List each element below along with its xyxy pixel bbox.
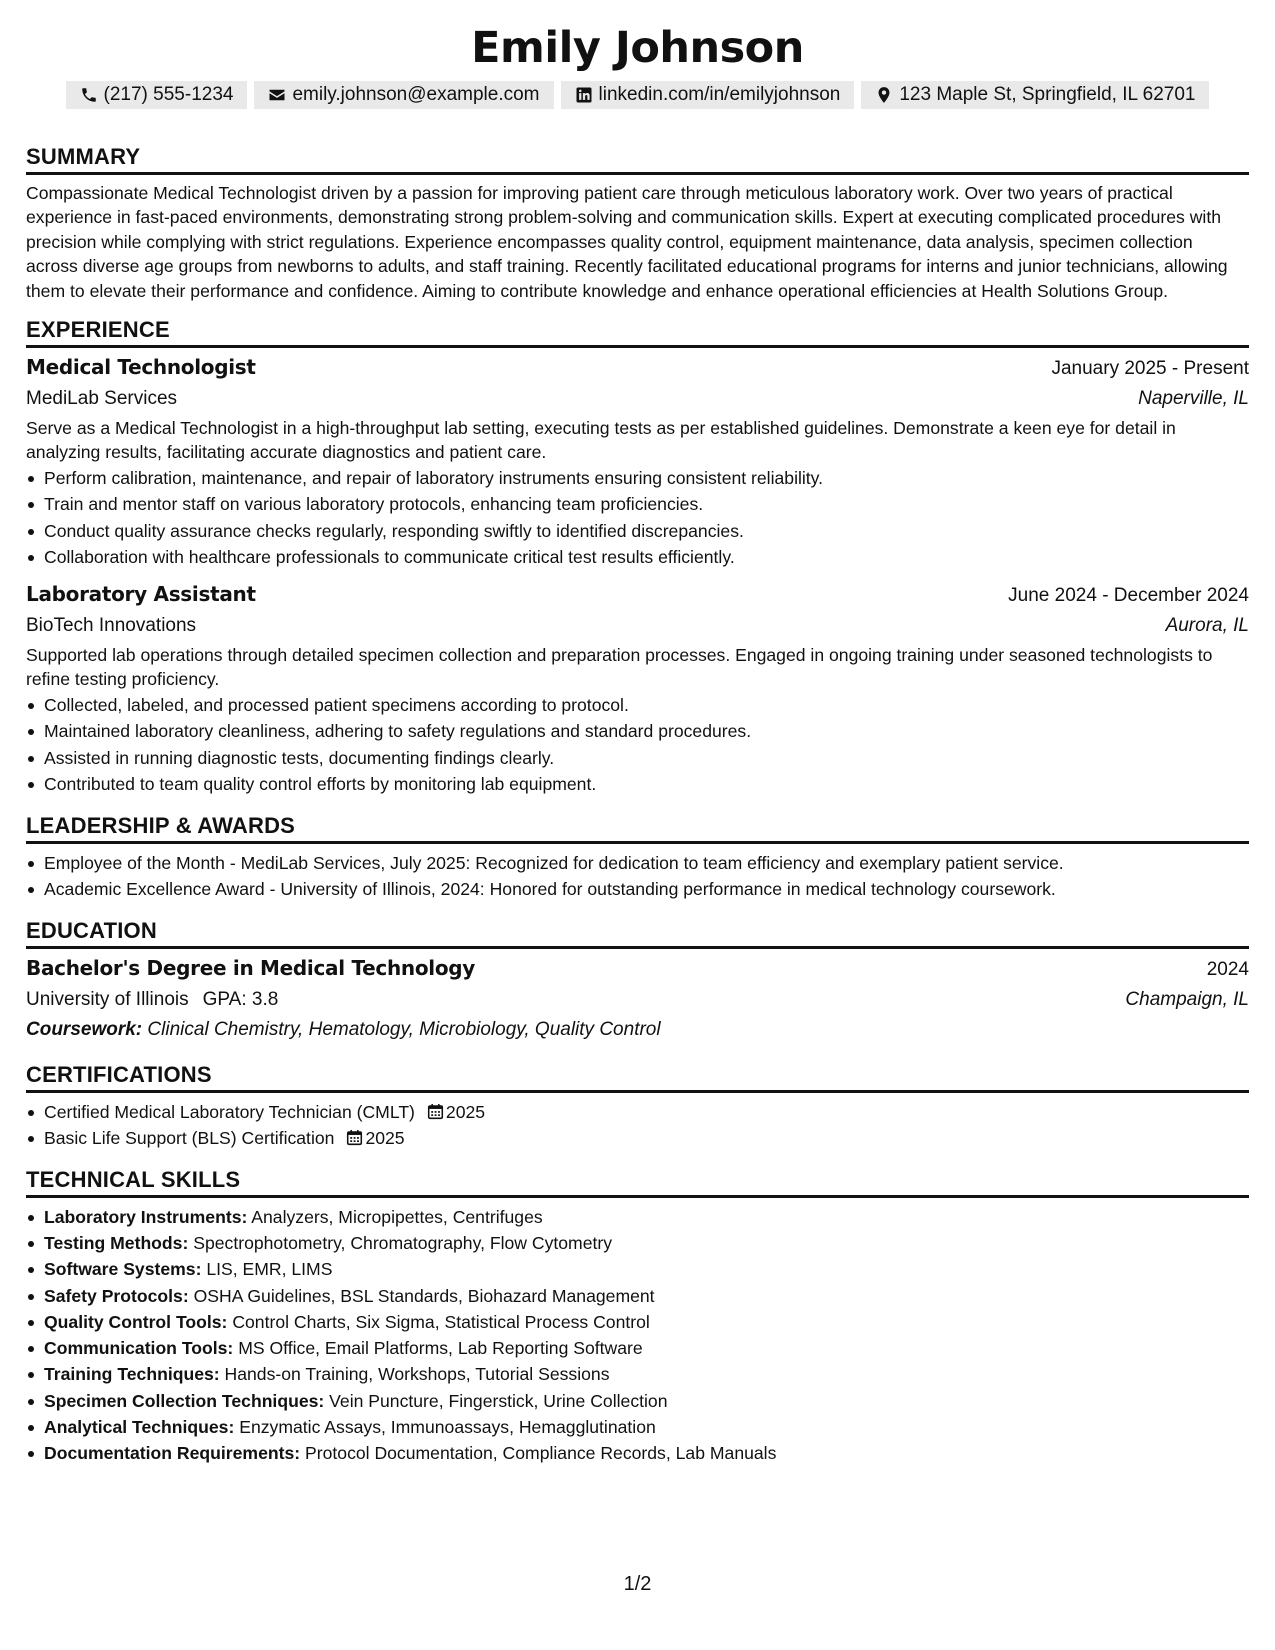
skill-label: Documentation Requirements:: [44, 1443, 301, 1464]
skill-label: Training Techniques:: [44, 1364, 220, 1385]
list-item: Collaboration with healthcare professionals to communicate critical test results efficiently.: [26, 544, 1249, 571]
skill-item: [26, 1204, 1249, 1230]
phone-icon: [80, 86, 98, 104]
skill-label: Laboratory Instruments:: [44, 1206, 248, 1227]
section-title: LEADERSHIP & AWARDS: [26, 812, 1249, 844]
list-item: Academic Excellence Award - University of Illinois, 2024: Honored for outstanding performance in medical technology coursework.: [26, 876, 1249, 903]
skill-item: [26, 1309, 1249, 1335]
contact-bar: [26, 81, 1249, 109]
gpa: GPA: 3.8: [202, 988, 279, 1010]
list-item: Contributed to team quality control efforts by monitoring lab equipment.: [26, 771, 1249, 798]
contact-email[interactable]: [254, 81, 553, 109]
skill-item: [26, 1335, 1249, 1361]
job-header: [26, 352, 1249, 384]
skill-value: Analyzers, Micropipettes, Centrifuges: [251, 1206, 543, 1227]
job-title: Laboratory Assistant: [26, 581, 256, 606]
map-pin-icon: [875, 86, 893, 104]
skill-item: [26, 1388, 1249, 1414]
skill-item: [26, 1440, 1249, 1466]
calendar-icon: [346, 1129, 363, 1146]
degree-title: Bachelor's Degree in Medical Technology: [26, 955, 476, 980]
skill-label: Analytical Techniques:: [44, 1417, 235, 1438]
list-item: [26, 1125, 1249, 1152]
resume-page: [26, 20, 1249, 1467]
contact-phone[interactable]: [66, 81, 248, 109]
coursework-text: Clinical Chemistry, Hematology, Microbiology, Quality Control: [147, 1018, 661, 1040]
school-line: [26, 985, 278, 1015]
education-subheader: [26, 985, 1249, 1015]
skill-item: [26, 1414, 1249, 1440]
job-entry: [26, 352, 1249, 571]
list-item: Collected, labeled, and processed patient specimens according to protocol.: [26, 692, 1249, 719]
phone-text: (217) 555-1234: [103, 84, 234, 105]
skill-value: Vein Puncture, Fingerstick, Urine Collection: [329, 1390, 668, 1411]
job-location: Aurora, IL: [1165, 614, 1249, 636]
job-date: January 2025 - Present: [1051, 358, 1249, 380]
calendar-icon: [427, 1103, 444, 1120]
list-item: [26, 1099, 1249, 1126]
skills-list: [26, 1204, 1249, 1467]
address-text: 123 Maple St, Springfield, IL 62701: [899, 84, 1196, 105]
skill-item: [26, 1361, 1249, 1387]
list-item: Train and mentor staff on various laboratory protocols, enhancing team proficiencies.: [26, 491, 1249, 518]
job-bullets: [26, 465, 1249, 571]
contact-address: [861, 81, 1209, 109]
skill-label: Software Systems:: [44, 1259, 202, 1280]
skill-value: Hands-on Training, Workshops, Tutorial Sessions: [224, 1364, 610, 1385]
skill-item: [26, 1283, 1249, 1309]
section-title: SUMMARY: [26, 143, 1249, 175]
education-section: [26, 917, 1249, 1045]
skill-value: MS Office, Email Platforms, Lab Reporting Software: [238, 1338, 643, 1359]
job-bullets: [26, 692, 1249, 798]
section-title: CERTIFICATIONS: [26, 1061, 1249, 1093]
skill-value: Protocol Documentation, Compliance Records, Lab Manuals: [305, 1443, 777, 1464]
skill-label: Quality Control Tools:: [44, 1311, 228, 1332]
candidate-name: Emily Johnson: [471, 23, 804, 73]
skills-section: [26, 1166, 1249, 1467]
certifications-section: [26, 1061, 1249, 1152]
job-subheader: [26, 384, 1249, 414]
skill-item: [26, 1230, 1249, 1256]
education-header: [26, 953, 1249, 985]
list-item: Assisted in running diagnostic tests, documenting findings clearly.: [26, 745, 1249, 772]
list-item: Employee of the Month - MediLab Services, July 2025: Recognized for dedication to team efficiency and exemplary patient service.: [26, 850, 1249, 877]
linkedin-icon: [575, 86, 593, 104]
section-title: EDUCATION: [26, 917, 1249, 949]
skill-item: [26, 1256, 1249, 1282]
graduation-year: 2024: [1206, 958, 1249, 980]
job-org: MediLab Services: [26, 388, 178, 410]
certifications-list: [26, 1099, 1249, 1152]
cert-year: 2025: [365, 1128, 405, 1149]
skill-value: Enzymatic Assays, Immunoassays, Hemagglutination: [239, 1417, 656, 1438]
job-description: Serve as a Medical Technologist in a high-throughput lab setting, executing tests as per established guidelines. Demonstrate a keen eye for detail in analyzing results, facilitating accurate diagnostics and patient care.: [26, 418, 1176, 463]
job-subheader: [26, 611, 1249, 641]
skill-label: Communication Tools:: [44, 1338, 234, 1359]
job-title: Medical Technologist: [26, 355, 256, 380]
skill-value: Spectrophotometry, Chromatography, Flow Cytometry: [193, 1232, 613, 1253]
list-item: Maintained laboratory cleanliness, adhering to safety regulations and standard procedures.: [26, 718, 1249, 745]
list-item: Conduct quality assurance checks regularly, responding swiftly to identified discrepancies.: [26, 518, 1249, 545]
coursework-line: [26, 1015, 1249, 1045]
section-title: TECHNICAL SKILLS: [26, 1166, 1249, 1198]
email-text: emily.johnson@example.com: [292, 84, 540, 105]
skill-label: Specimen Collection Techniques:: [44, 1390, 325, 1411]
skill-value: OSHA Guidelines, BSL Standards, Biohazard Management: [193, 1285, 655, 1306]
skill-label: Safety Protocols:: [44, 1285, 189, 1306]
school-location: Champaign, IL: [1125, 988, 1249, 1010]
list-item: Perform calibration, maintenance, and repair of laboratory instruments ensuring consistent reliability.: [26, 465, 1249, 492]
skill-value: LIS, EMR, LIMS: [206, 1259, 333, 1280]
cert-year: 2025: [445, 1101, 486, 1122]
job-description: Supported lab operations through detailed specimen collection and preparation processes. Engaged in ongoing training under seasoned technologists to refine testing proficiency.: [26, 644, 1213, 690]
section-title: EXPERIENCE: [26, 316, 1249, 348]
contact-linkedin[interactable]: [561, 81, 855, 109]
envelope-icon: [268, 86, 286, 104]
summary-section: [26, 143, 1249, 303]
job-date: June 2024 - December 2024: [1008, 584, 1249, 606]
skill-value: Control Charts, Six Sigma, Statistical Process Control: [232, 1311, 650, 1332]
coursework-label: Coursework:: [26, 1018, 143, 1040]
linkedin-text: linkedin.com/in/emilyjohnson: [598, 84, 841, 105]
cert-name: Certified Medical Laboratory Technician (CMLT): [44, 1101, 415, 1122]
skill-label: Testing Methods:: [44, 1232, 189, 1253]
job-entry: [26, 579, 1249, 798]
job-org: BioTech Innovations: [26, 614, 197, 636]
page-number: 1/2: [623, 1573, 652, 1595]
job-location: Naperville, IL: [1138, 388, 1249, 410]
awards-list: [26, 850, 1249, 903]
experience-section: [26, 316, 1249, 798]
summary-text: Compassionate Medical Technologist driven by a passion for improving patient care through meticulous laboratory work. Over two years of practical experience in fast-paced environments, demonstrating strong problem-solving and communication skills. Expert at executing complicated procedures with precision while complying with strict regulations. Experience encompasses quality control, equipment maintenance, data analysis, specimen collection across diverse age groups from newborns to adults, and staff training. Recently facilitated educational programs for interns and junior technicians, allowing them to elevate their performance and confidence. Aiming to contribute knowledge and enhance operational efficiencies at Health Solutions Group.: [26, 183, 1228, 301]
school-name: University of Illinois: [26, 988, 189, 1010]
awards-section: [26, 812, 1249, 903]
job-header: [26, 579, 1249, 611]
cert-name: Basic Life Support (BLS) Certification: [44, 1128, 335, 1149]
